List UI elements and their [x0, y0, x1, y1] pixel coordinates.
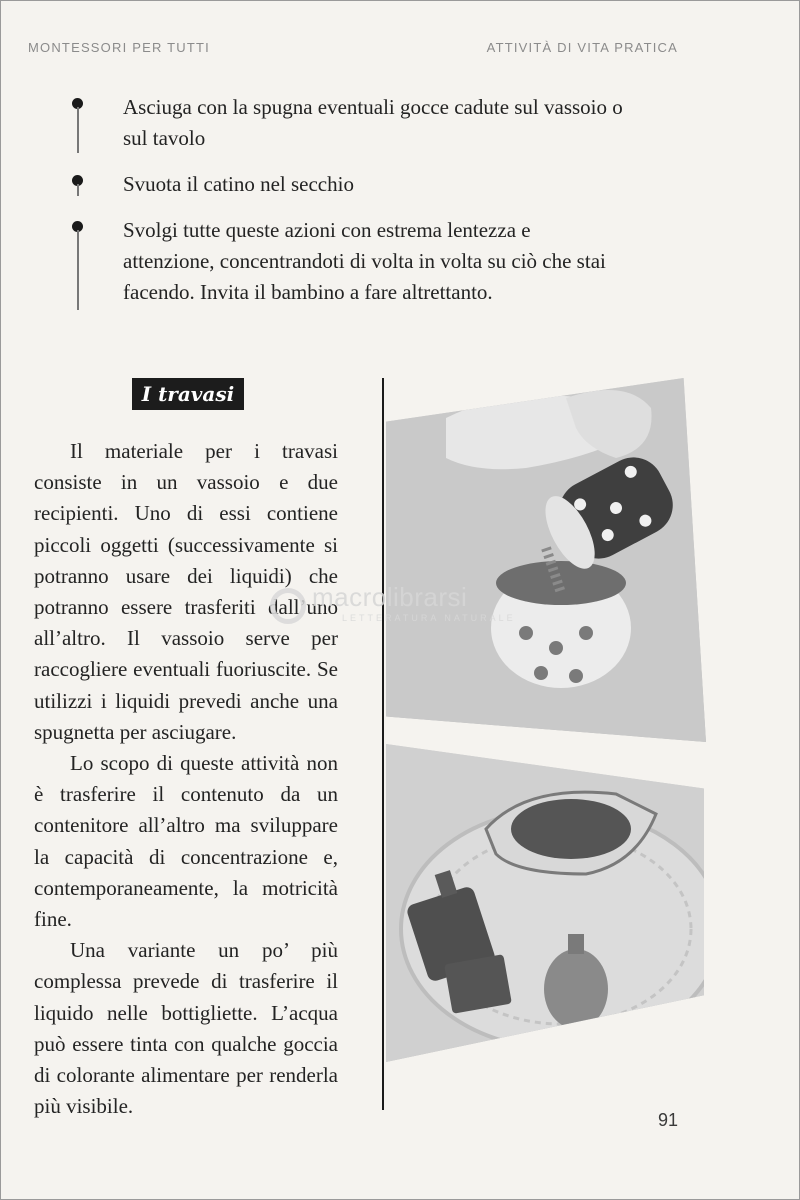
paragraph: Lo scopo di queste attività non è trasferire il contenuto da un contenitore all’altro ma sviluppare la capacità di concentrazione e, contemporaneamente, la motricità fine. [34, 751, 338, 932]
bullet-list [66, 92, 626, 308]
watermark [270, 580, 570, 640]
page-number: 91 [657, 1110, 678, 1130]
bullet-text: Svuota il catino nel secchio [123, 172, 354, 196]
bullet-text: Asciuga con la spugna eventuali gocce cadute sul vassoio o sul tavolo [123, 95, 623, 150]
watermark-logo-icon [270, 588, 306, 624]
paragraph: Una variante un po’ più complessa prevede di trasferire il liquido nelle bottigliette. L’acqua può essere tinta con qualche goccia di colorante alimentare per renderla più visibile. [34, 938, 338, 1119]
section-title: I travasi [132, 378, 244, 410]
watermark-subtext: LETTERATURA NATURALE [342, 613, 516, 623]
running-head-right: ATTIVITÀ DI VITA PRATICA [486, 40, 678, 55]
photo-pouring-beans [386, 378, 706, 742]
body-text [34, 436, 338, 1122]
column-divider [382, 378, 384, 1110]
running-head-left: MONTESSORI PER TUTTI [28, 40, 210, 55]
paragraph: Il materiale per i travasi consiste in un vassoio e due recipienti. Uno di essi contiene piccoli oggetti (successivamente si potranno usare dei liquidi) che potranno essere trasferiti dall’uno all’altro. Il vassoio serve per raccogliere eventuali fuoriuscite. Se utilizzi i liquidi prevedi anche una spugnetta per asciugare. [34, 439, 338, 744]
watermark-text: macrolibrarsi [312, 582, 468, 612]
bullet-text: Svolgi tutte queste azioni con estrema lentezza e attenzione, concentrandoti di volta in volta su ciò che stai facendo. Invita il bambino a fare altrettanto. [123, 218, 606, 304]
bullet-item [66, 92, 626, 154]
bullet-item [66, 215, 626, 308]
bullet-item [66, 169, 626, 200]
